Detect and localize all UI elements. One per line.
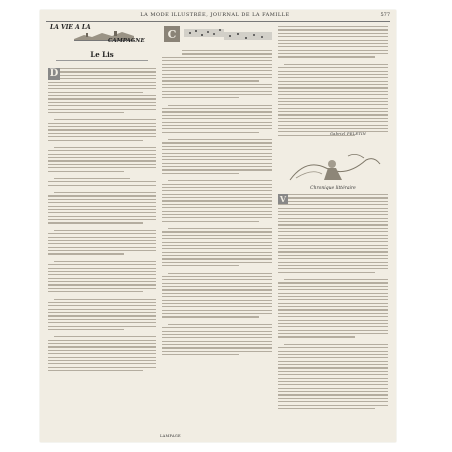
music-ornament-icon <box>164 26 224 46</box>
section-title: Chronique littéraire <box>310 186 356 191</box>
music-staff-icon <box>224 26 272 36</box>
column-3-text-bottom <box>278 194 388 411</box>
page-number: 577 <box>380 12 390 18</box>
subtitle-line <box>56 60 148 61</box>
svg-text:C: C <box>167 28 177 41</box>
column-2-text <box>162 50 272 358</box>
masthead-right: CAMPAGNE <box>108 38 145 44</box>
author-signature: Gabriel PELETIN <box>330 132 367 136</box>
footer-signature: LAMPAGE <box>160 434 181 438</box>
drop-cap-2: V <box>279 194 287 204</box>
fashion-vignette-icon <box>286 150 382 182</box>
magazine-page <box>40 10 396 442</box>
journal-title: LA MODE ILLUSTRÉE, JOURNAL DE LA FAMILLE <box>140 12 290 18</box>
article-title: Le Lis <box>90 50 114 59</box>
header-rule <box>46 21 390 22</box>
masthead-left: LA VIE A LA <box>50 24 91 31</box>
column-3-text-top <box>278 26 388 138</box>
column-1-text <box>48 68 156 373</box>
drop-cap: D <box>49 68 59 79</box>
